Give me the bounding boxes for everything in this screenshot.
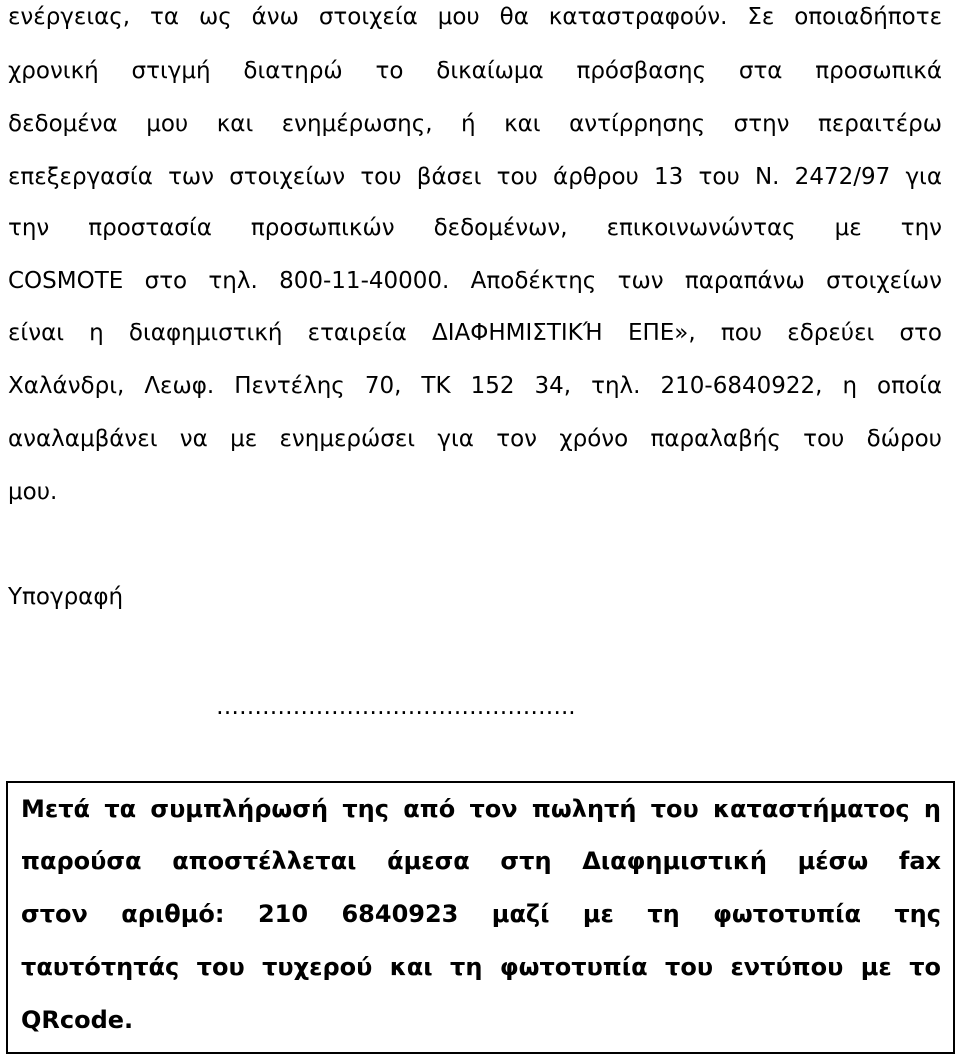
paragraph-line: την προστασία προσωπικών δεδομένων, επικοινωνώντας με την: [8, 215, 942, 241]
paragraph-line: ενέργειας, τα ως άνω στοιχεία μου θα καταστραφούν. Σε οποιαδήποτε: [8, 4, 942, 30]
paragraph-line: επεξεργασία των στοιχείων του βάσει του άρθρου 13 του Ν. 2472/97 για: [8, 164, 942, 190]
notice-line: παρούσα αποστέλλεται άμεσα στη Διαφημιστική μέσω fax: [21, 847, 941, 875]
signature-label: Υπογραφή: [8, 584, 124, 610]
paragraph-line: χρονική στιγμή διατηρώ το δικαίωμα πρόσβασης στα προσωπικά: [8, 58, 942, 84]
paragraph-line: είναι η διαφημιστική εταιρεία ΔΙΑΦΗΜΙΣΤΙΚΉ ΕΠΕ», που εδρεύει στο: [8, 320, 942, 346]
paragraph-line: Χαλάνδρι, Λεωφ. Πεντέλης 70, ΤΚ 152 34, τηλ. 210-6840922, η οποία: [8, 373, 942, 399]
notice-line: ταυτότητάς του τυχερού και τη φωτοτυπία του εντύπου με το: [21, 953, 941, 981]
paragraph-line: αναλαμβάνει να με ενημερώσει για τον χρόνο παραλαβής του δώρου: [8, 426, 942, 452]
notice-line: QRcode.: [21, 1006, 134, 1034]
paragraph-line: δεδομένα μου και ενημέρωσης, ή και αντίρρησης στην περαιτέρω: [8, 111, 942, 137]
signature-line: ………………………………………..: [216, 694, 576, 720]
paragraph-line: μου.: [8, 479, 58, 505]
seller-instructions-box: [6, 781, 955, 1054]
notice-line: στον αριθμό: 210 6840923 μαζί με τη φωτοτυπία της: [21, 900, 941, 928]
paragraph-line: COSMOTE στο τηλ. 800-11-40000. Αποδέκτης των παραπάνω στοιχείων: [8, 268, 942, 294]
notice-line: Μετά τα συμπλήρωσή της από τον πωλητή του καταστήματος η: [21, 795, 941, 823]
